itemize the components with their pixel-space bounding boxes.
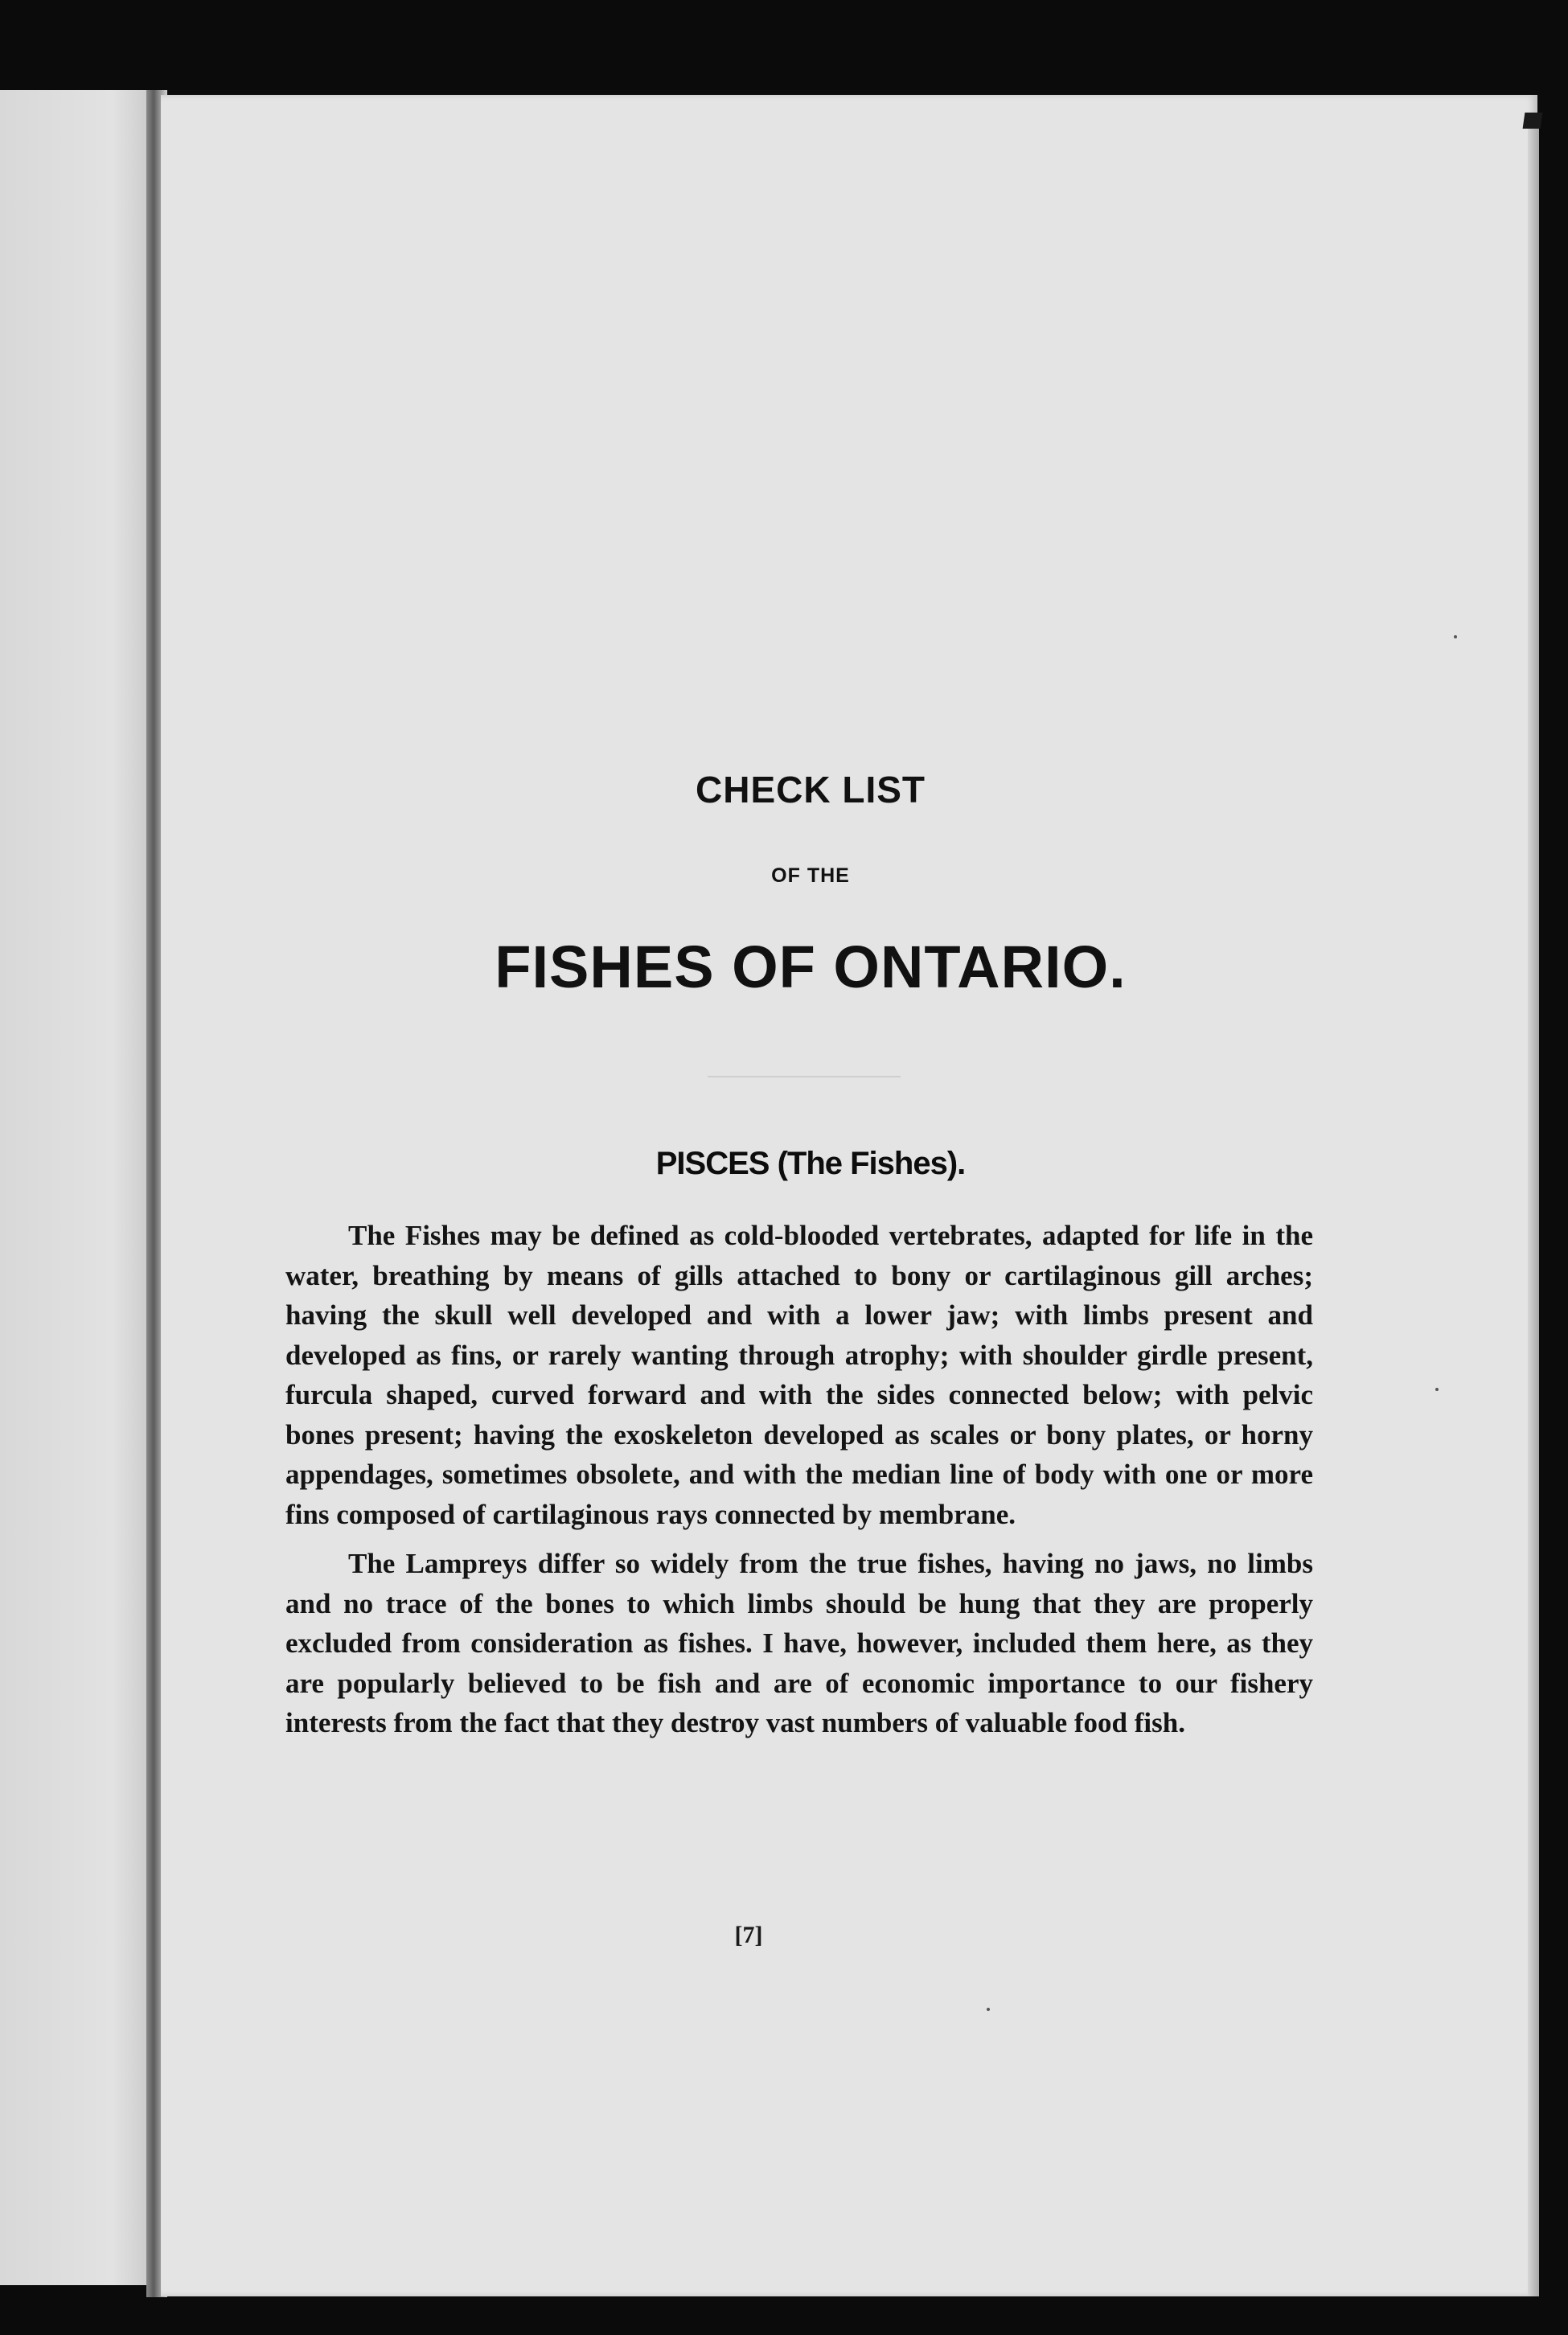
scan-speck: [1435, 1388, 1439, 1391]
divider-rule: [708, 1076, 901, 1077]
check-list-heading: CHECK LIST: [696, 769, 926, 810]
page-title: FISHES OF ONTARIO.: [495, 934, 1127, 1000]
page: [161, 95, 1537, 2296]
page-edge: [1528, 121, 1539, 2296]
of-the-heading: OF THE: [771, 864, 850, 887]
left-facing-page: [0, 90, 161, 2285]
scan-speck: [1454, 635, 1457, 638]
scan-speck: [987, 2008, 990, 2011]
page-number: [7]: [734, 1922, 763, 1948]
paragraph-lampreys: The Lampreys differ so widely from the true fishes, having no jaws, no limbs and no trace of the bones to which limbs should be hung that they are properly excluded from consideration as fishes. I have, however, included them here, as they are popularly believed to be fish and are of economic importance to our fishery interests from the fact that they destroy vast numbers of valuable food fish.: [285, 1548, 1313, 1738]
section-heading: PISCES (The Fishes).: [655, 1146, 966, 1181]
body-text: [285, 1216, 1313, 1753]
corner-mark: [1523, 113, 1543, 129]
paragraph-fishes: The Fishes may be defined as cold-blooded vertebrates, adapted for life in the water, breathing by means of gills attached to bony or cartilaginous gill arches; having the skull well developed and with a lower jaw; with limbs present and developed as fins, or rarely wanting through atrophy; with shoulder girdle present, furcula shaped, curved forward and with the sides connected below; with pelvic bones present; having the exoskeleton developed as scales or bony plates, or horny appendages, sometimes obsolete, and with the median line of body with one or more fins composed of cartilaginous rays connected by membrane.: [285, 1220, 1313, 1530]
